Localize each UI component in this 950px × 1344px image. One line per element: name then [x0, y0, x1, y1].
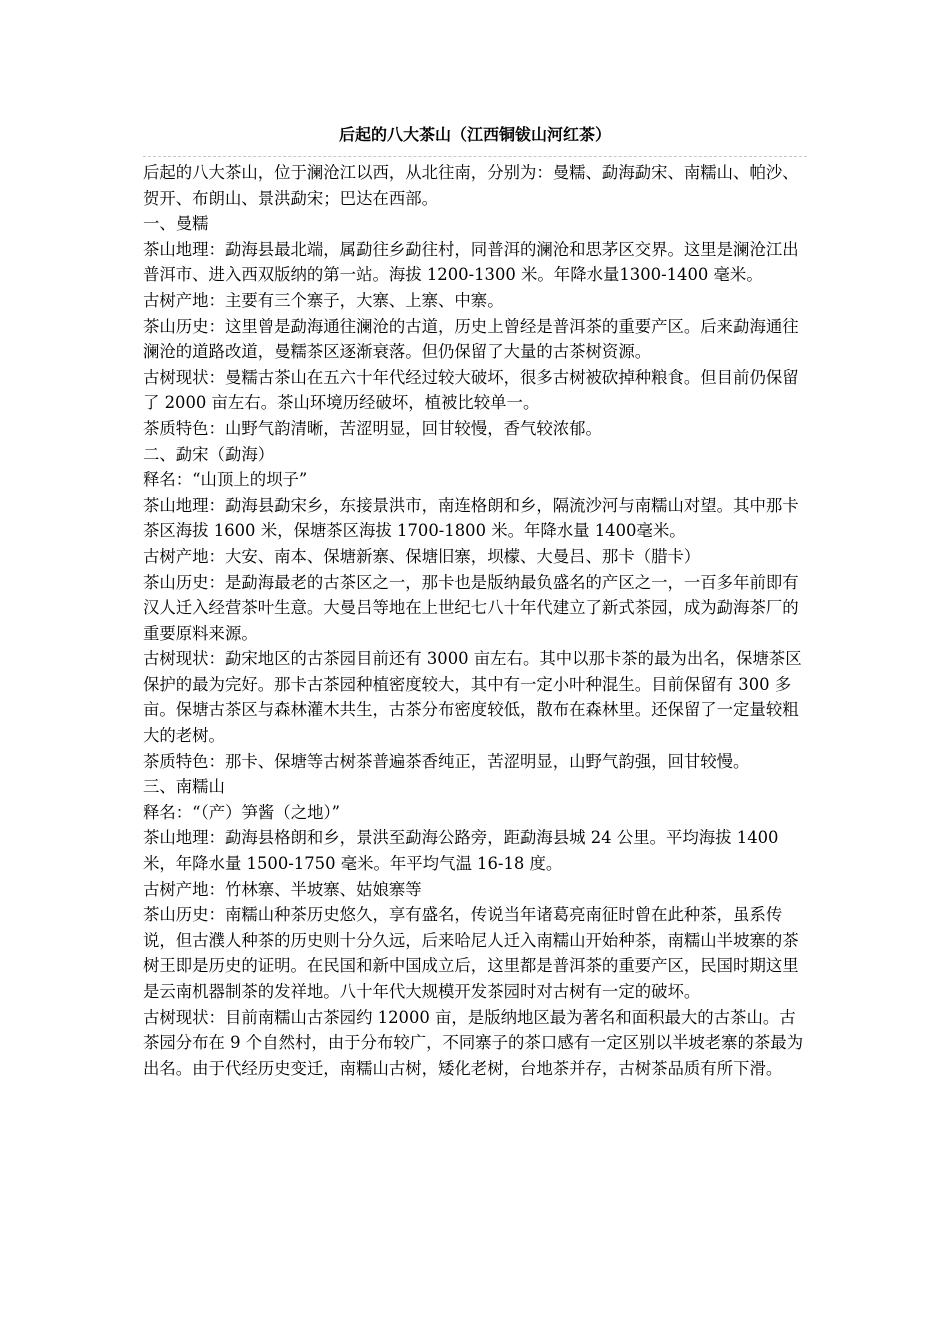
paragraph: 古树现状：勐宋地区的古茶园目前还有 3000 亩左右。其中以那卡茶的最为出名，保塘茶区保护的最为完好。那卡古茶园种植密度较大，其中有一定小叶种混生。目前保留有 300 多亩。保塘古茶区与森林灌木共生，古茶分布密度较低，散布在森林里。还保留了一定量较粗大的老树。 — [143, 649, 802, 746]
paragraph: 释名：“（产）笋酱（之地）” — [143, 802, 341, 822]
paragraph: 古树现状：目前南糯山古茶园约 12000 亩，是版纳地区最为著名和面积最大的古茶山。古茶园分布在 9 个自然村，由于分布较广，不同寨子的茶口感有一定区别以半坡老寨的茶最为出名。由于代经历史变迁，南糯山古树，矮化老树，台地茶并存，古树茶品质有所下滑。 — [143, 1007, 804, 1078]
paragraph: 茶山地理：勐海县最北端，属勐往乡勐往村，同普洱的澜沧和思茅区交界。这里是澜沧江出普洱市、进入西双版纳的第一站。海拔 1200-1300 米。年降水量1300-1400 毫米。 — [143, 239, 799, 285]
paragraph: 茶山地理：勐海县勐宋乡，东接景洪市，南连格朗和乡，隔流沙河与南糯山对望。其中那卡茶区海拔 1600 米，保塘茶区海拔 1700-1800 米。年降水量 1400毫米。 — [143, 495, 799, 541]
paragraph: 茶山历史：南糯山种茶历史悠久，享有盛名，传说当年诸葛亮南征时曾在此种茶，虽系传说，但古濮人种茶的历史则十分久远，后来哈尼人迁入南糯山开始种茶，南糯山半坡寨的茶树王即是历史的证明。在民国和新中国成立后，这里都是普洱茶的重要产区，民国时期这里是云南机器制茶的发祥地。八十年代大规模开发茶园时对古树有一定的破坏。 — [143, 905, 799, 1001]
paragraph: 茶山历史：这里曾是勐海通往澜沧的古道，历史上曾经是普洱茶的重要产区。后来勐海通往澜沧的道路改道，曼糯茶区逐渐衰落。但仍保留了大量的古茶树资源。 — [143, 316, 799, 362]
section-heading-mengsong: 二、勐宋（勐海） — [143, 444, 275, 464]
title-divider — [143, 156, 807, 157]
paragraph: 茶山历史：是勐海最老的古茶区之一，那卡也是版纳最负盛名的产区之一，一百多年前即有汉人迁入经营茶叶生意。大曼吕等地在上世纪七八十年代建立了新式茶园，成为勐海茶厂的重要原料来源。 — [143, 572, 799, 643]
paragraph: 古树产地：大安、南本、保塘新寨、保塘旧寨，坝檬、大曼吕、那卡（腊卡） — [143, 546, 701, 566]
section-heading-manuo: 一、曼糯 — [143, 214, 209, 234]
paragraph: 古树现状：曼糯古茶山在五六十年代经过较大破坏，很多古树被砍掉种粮食。但目前仍保留了 2000 亩左右。茶山环境历经破坏，植被比较单一。 — [143, 367, 799, 413]
section-heading-nannuoshan: 三、南糯山 — [143, 777, 225, 797]
paragraph: 古树产地：竹林寨、半坡寨、姑娘寨等 — [143, 879, 422, 899]
paragraph: 茶质特色：山野气韵清晰，苦涩明显，回甘较慢，香气较浓郁。 — [143, 418, 602, 438]
intro-paragraph: 后起的八大茶山，位于澜沧江以西，从北往南，分别为：曼糯、勐海勐宋、南糯山、帕沙、贺开、布朗山、景洪勐宋；巴达在西部。 — [143, 163, 799, 208]
paragraph: 茶山地理：勐海县格朗和乡，景洪至勐海公路旁，距勐海县城 24 公里。平均海拔 1400 米，年降水量 1500-1750 毫米。年平均气温 16-18 度。 — [143, 828, 784, 874]
document-body — [143, 160, 809, 1081]
document-title: 后起的八大茶山（江西铜钹山河红茶） — [338, 125, 611, 144]
paragraph: 茶质特色：那卡、保塘等古树茶普遍茶香纯正，苦涩明显，山野气韵强，回甘较慢。 — [143, 751, 750, 771]
paragraph: 释名：“山顶上的坝子” — [143, 470, 308, 490]
paragraph: 古树产地：主要有三个寨子，大寨、上寨、中寨。 — [143, 290, 504, 310]
